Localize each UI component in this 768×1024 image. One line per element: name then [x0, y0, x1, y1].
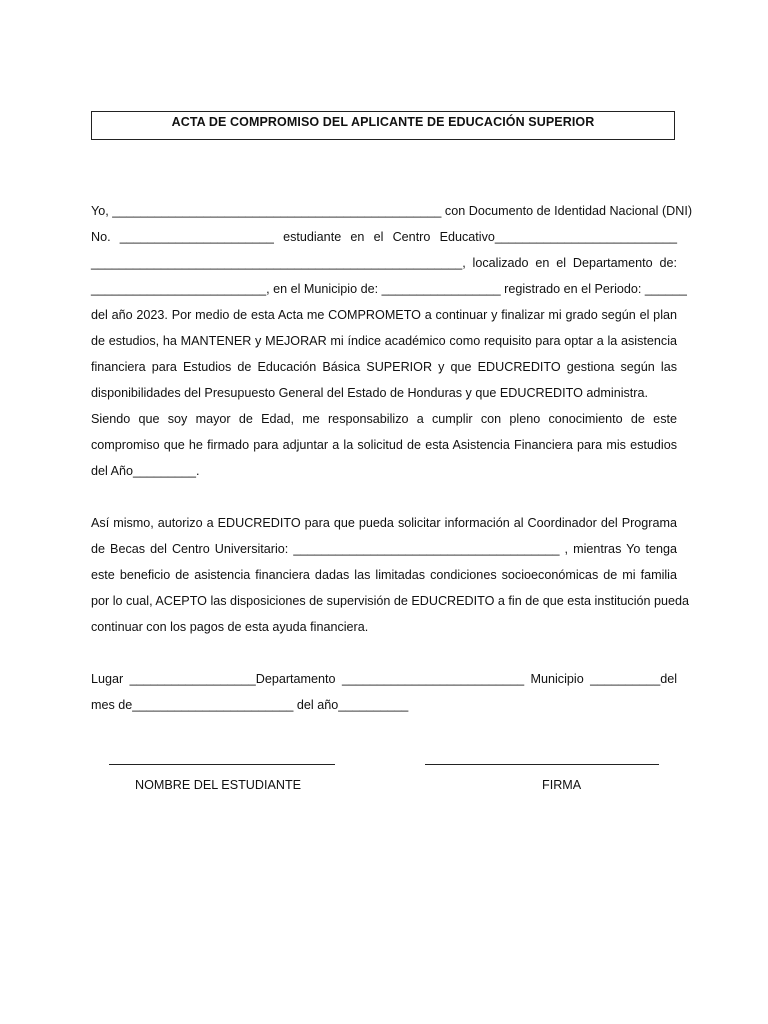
text-line: de estudios, ha MANTENER y MEJORAR mi índice académico como requisito para optar a la asistencia [91, 334, 677, 348]
text-line: No. ______________________ estudiante en el Centro Educativo__________________________ [91, 230, 677, 244]
text-line: compromiso que he firmado para adjuntar a la solicitud de esta Asistencia Financiera para mis estudios [91, 438, 677, 452]
signature-line [425, 764, 659, 765]
student-name-label: NOMBRE DEL ESTUDIANTE [135, 778, 302, 792]
title-box [91, 111, 675, 140]
spacer [91, 484, 677, 510]
document-body [91, 198, 693, 718]
paragraph-commitment [91, 198, 693, 406]
text-line: por lo cual, ACEPTO las disposiciones de supervisión de EDUCREDITO a fin de que esta institución pueda [91, 594, 690, 608]
text-line: Lugar __________________Departamento __________________________ Municipio __________del [91, 672, 677, 686]
text-line: Siendo que soy mayor de Edad, me responsabilizo a cumplir con pleno conocimiento de este [91, 412, 677, 426]
document-title: ACTA DE COMPROMISO DEL APLICANTE DE EDUCACIÓN SUPERIOR [171, 114, 595, 129]
text-line: de Becas del Centro Universitario: ______________________________________ , mientras Yo tenga [91, 542, 677, 556]
paragraph-responsibility [91, 406, 677, 484]
text-line: continuar con los pagos de esta ayuda financiera. [91, 620, 369, 634]
signature-label: FIRMA [542, 778, 582, 792]
student-name-line [109, 764, 335, 765]
paragraph-authorization [91, 510, 690, 640]
text-line: este beneficio de asistencia financiera dadas las limitadas condiciones socioeconómicas de mi familia [91, 568, 677, 582]
text-line: disponibilidades del Presupuesto General del Estado de Honduras y que EDUCREDITO administra. [91, 386, 648, 400]
text-line: Yo, _______________________________________________ con Documento de Identidad Nacional (DNI) [91, 204, 693, 218]
text-line: mes de_______________________ del año__________ [91, 698, 409, 712]
text-line: _________________________, en el Municipio de: _________________ registrado en el Periodo: ______ [91, 282, 687, 296]
text-line: _____________________________________________________, localizado en el Departamento de: [91, 256, 677, 270]
text-line: financiera para Estudios de Educación Básica SUPERIOR y que EDUCREDITO gestiona según las [91, 360, 677, 374]
place-date-section [91, 666, 677, 718]
text-line: Así mismo, autorizo a EDUCREDITO para que pueda solicitar información al Coordinador del Programa [91, 516, 677, 530]
text-line: del Año_________. [91, 464, 200, 478]
text-line: del año 2023. Por medio de esta Acta me COMPROMETO a continuar y finalizar mi grado según el plan [91, 308, 677, 322]
